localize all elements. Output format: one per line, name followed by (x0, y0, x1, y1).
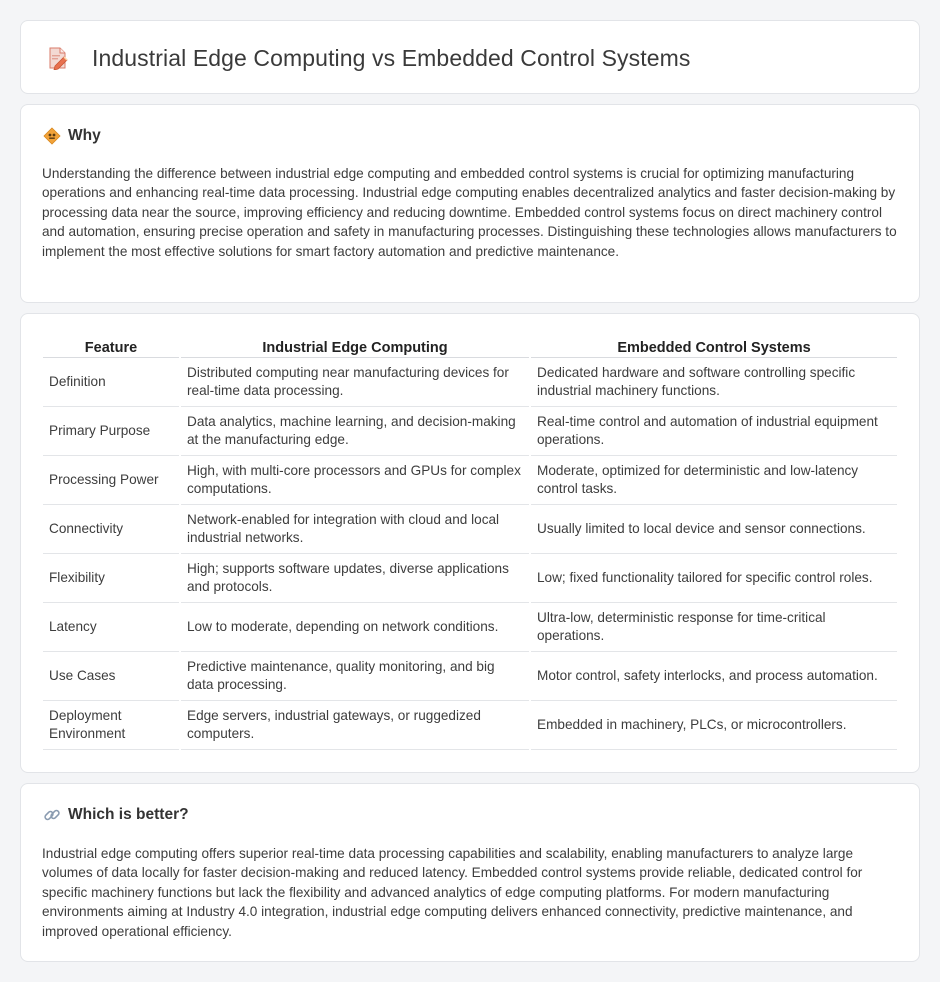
embedded-cell: Dedicated hardware and software controlling specific industrial machinery functions. (531, 358, 897, 407)
embedded-cell: Usually limited to local device and sensor connections. (531, 505, 897, 554)
feature-cell: Use Cases (43, 652, 179, 701)
edge-cell: Predictive maintenance, quality monitoring, and big data processing. (181, 652, 529, 701)
edge-cell: High, with multi-core processors and GPUs for complex computations. (181, 456, 529, 505)
table-row (43, 456, 897, 505)
edge-cell: Data analytics, machine learning, and decision-making at the manufacturing edge. (181, 407, 529, 456)
table-row (43, 603, 897, 652)
page-title: Industrial Edge Computing vs Embedded Control Systems (92, 45, 691, 71)
feature-cell: Deployment Environment (43, 701, 179, 750)
why-text: Understanding the difference between industrial edge computing and embedded control systems is crucial for optimizing manufacturing operations and enhancing real-time data processing. Industrial edge computing enables decentralized analytics and faster decision-making by processing data near the source, improving efficiency and reducing downtime. Embedded control systems focus on direct machinery control and automation, ensuring precise operation and safety in manufacturing processes. Distinguishing these technologies allows manufacturers to implement the most effective solutions for smart factory automation and predictive maintenance. (42, 166, 897, 259)
table-row (43, 701, 897, 750)
header-embedded-control: Embedded Control Systems (531, 334, 897, 358)
link-icon (43, 806, 61, 824)
why-heading-row (43, 127, 101, 145)
table-row (43, 358, 897, 407)
header-feature: Feature (43, 334, 179, 358)
embedded-cell: Moderate, optimized for deterministic and low-latency control tasks. (531, 456, 897, 505)
feature-cell: Connectivity (43, 505, 179, 554)
table-row (43, 505, 897, 554)
warning-sign-icon (43, 127, 61, 145)
edge-cell: Low to moderate, depending on network conditions. (181, 603, 529, 652)
table-row (43, 554, 897, 603)
which-better-section (20, 783, 920, 962)
table-row (43, 652, 897, 701)
embedded-cell: Low; fixed functionality tailored for specific control roles. (531, 554, 897, 603)
header-edge-computing: Industrial Edge Computing (181, 334, 529, 358)
why-heading: Why (68, 127, 101, 144)
feature-cell: Definition (43, 358, 179, 407)
edge-cell: Distributed computing near manufacturing devices for real-time data processing. (181, 358, 529, 407)
document-pencil-icon (47, 46, 69, 70)
better-text: Industrial edge computing offers superior real-time data processing capabilities and scalability, enabling manufacturers to analyze large volumes of data locally for faster decision-making and reduced latency. Embedded control systems provide reliable, dedicated control for specific machinery functions but lack the flexibility and advanced analytics of edge computing platforms. For modern manufacturing environments aiming at Industry 4.0 integration, industrial edge computing delivers enhanced connectivity, predictive maintenance, and improved operational efficiency. (42, 846, 863, 939)
edge-cell: Network-enabled for integration with cloud and local industrial networks. (181, 505, 529, 554)
feature-cell: Processing Power (43, 456, 179, 505)
why-section (20, 104, 920, 303)
edge-cell: Edge servers, industrial gateways, or ruggedized computers. (181, 701, 529, 750)
better-heading: Which is better? (68, 806, 189, 823)
feature-cell: Latency (43, 603, 179, 652)
edge-cell: High; supports software updates, diverse applications and protocols. (181, 554, 529, 603)
table-header-row (43, 334, 897, 358)
embedded-cell: Real-time control and automation of industrial equipment operations. (531, 407, 897, 456)
comparison-section (20, 313, 920, 773)
table-row (43, 407, 897, 456)
embedded-cell: Embedded in machinery, PLCs, or microcontrollers. (531, 701, 897, 750)
embedded-cell: Ultra-low, deterministic response for time-critical operations. (531, 603, 897, 652)
feature-cell: Flexibility (43, 554, 179, 603)
feature-cell: Primary Purpose (43, 407, 179, 456)
comparison-table (41, 334, 899, 750)
embedded-cell: Motor control, safety interlocks, and process automation. (531, 652, 897, 701)
better-heading-row (43, 806, 189, 824)
title-card (20, 20, 920, 94)
